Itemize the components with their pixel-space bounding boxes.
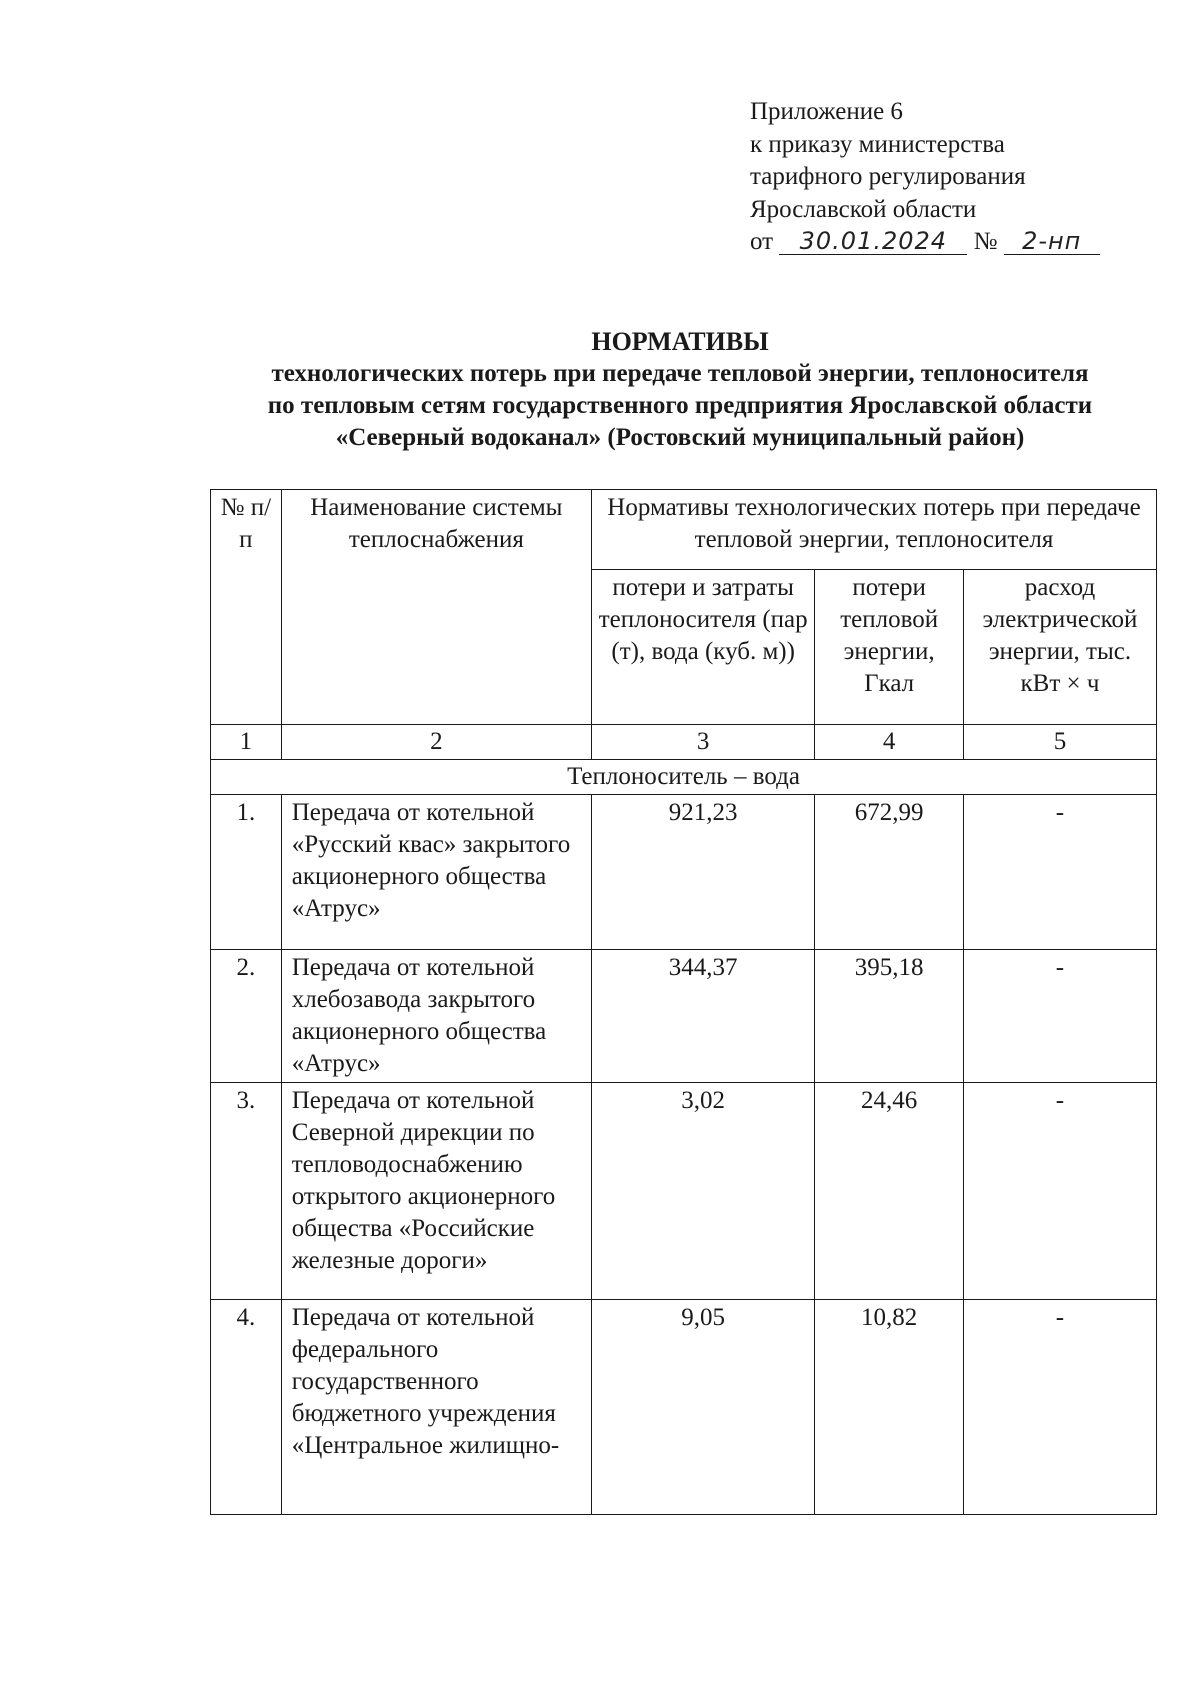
norms-table <box>210 489 1157 1515</box>
row-name: Передача от котельной «Русский квас» закрытого акционерного общества «Атрус» <box>281 795 591 950</box>
col-number-3: 3 <box>592 725 815 760</box>
header-heat: потери тепловой энергии, Гкал <box>815 570 964 725</box>
row-number: 1. <box>211 795 282 950</box>
section-label: Теплоноситель – вода <box>211 760 1157 795</box>
row-heat: 395,18 <box>815 950 964 1083</box>
row-heat: 10,82 <box>815 1300 964 1515</box>
document-title <box>200 326 1160 454</box>
appendix-line-4: Ярославской области <box>750 195 977 223</box>
row-number: 2. <box>211 950 282 1083</box>
col-number-4: 4 <box>815 725 964 760</box>
title-line-2: по тепловым сетям государственного предприятия Ярославской области <box>267 392 1093 419</box>
row-heat: 24,46 <box>815 1083 964 1300</box>
row-number: 4. <box>211 1300 282 1515</box>
table-row <box>211 1083 1157 1300</box>
row-heat: 672,99 <box>815 795 964 950</box>
row-name: Передача от котельной федерального государственного бюджетного учреждения «Центральное жилищно- <box>281 1300 591 1515</box>
order-date: 30.01.2024 <box>779 228 967 255</box>
header-group: Нормативы технологических потерь при передаче тепловой энергии, теплоносителя <box>592 490 1157 570</box>
appendix-line-3: тарифного регулирования <box>750 163 1026 190</box>
header-electric: расход электрической энергии, тыс. кВт × ч <box>963 570 1156 725</box>
table-row <box>211 795 1157 950</box>
appendix-date-line <box>750 226 1090 259</box>
number-sign: № <box>973 228 998 255</box>
col-number-2: 2 <box>281 725 591 760</box>
row-name: Передача от котельной хлебозавода закрытого акционерного общества «Атрус» <box>281 950 591 1083</box>
row-carrier: 344,37 <box>592 950 815 1083</box>
table-row <box>211 950 1157 1083</box>
title-line-3: «Северный водоканал» (Ростовский муниципальный район) <box>335 424 1025 451</box>
column-numbers-row <box>211 725 1157 760</box>
date-prefix: от <box>750 228 774 255</box>
order-number: 2-нп <box>1004 228 1100 255</box>
header-carrier: потери и затраты теплоносителя (пар (т), вода (куб. м)) <box>592 570 815 725</box>
row-electric: - <box>963 1300 1156 1515</box>
row-carrier: 9,05 <box>592 1300 815 1515</box>
col-number-5: 5 <box>963 725 1156 760</box>
row-electric: - <box>963 795 1156 950</box>
table-row <box>211 1300 1157 1515</box>
header-name: Наименование системы теплоснабжения <box>281 490 591 725</box>
col-number-1: 1 <box>211 725 282 760</box>
row-carrier: 921,23 <box>592 795 815 950</box>
row-electric: - <box>963 950 1156 1083</box>
title-line-1: технологических потерь при передаче тепловой энергии, теплоносителя <box>271 360 1089 387</box>
appendix-line-1: Приложение 6 <box>750 98 903 125</box>
header-num: № п/п <box>211 490 282 725</box>
row-carrier: 3,02 <box>592 1083 815 1300</box>
header-row-1 <box>211 490 1157 570</box>
section-row <box>211 760 1157 795</box>
row-electric: - <box>963 1083 1156 1300</box>
title-main: НОРМАТИВЫ <box>591 327 769 356</box>
row-name: Передача от котельной Северной дирекции по тепловодоснабжению открытого акционерного общества «Российские железные дороги» <box>281 1083 591 1300</box>
appendix-block <box>750 96 1090 259</box>
appendix-line-2: к приказу министерства <box>750 130 1005 158</box>
row-number: 3. <box>211 1083 282 1300</box>
